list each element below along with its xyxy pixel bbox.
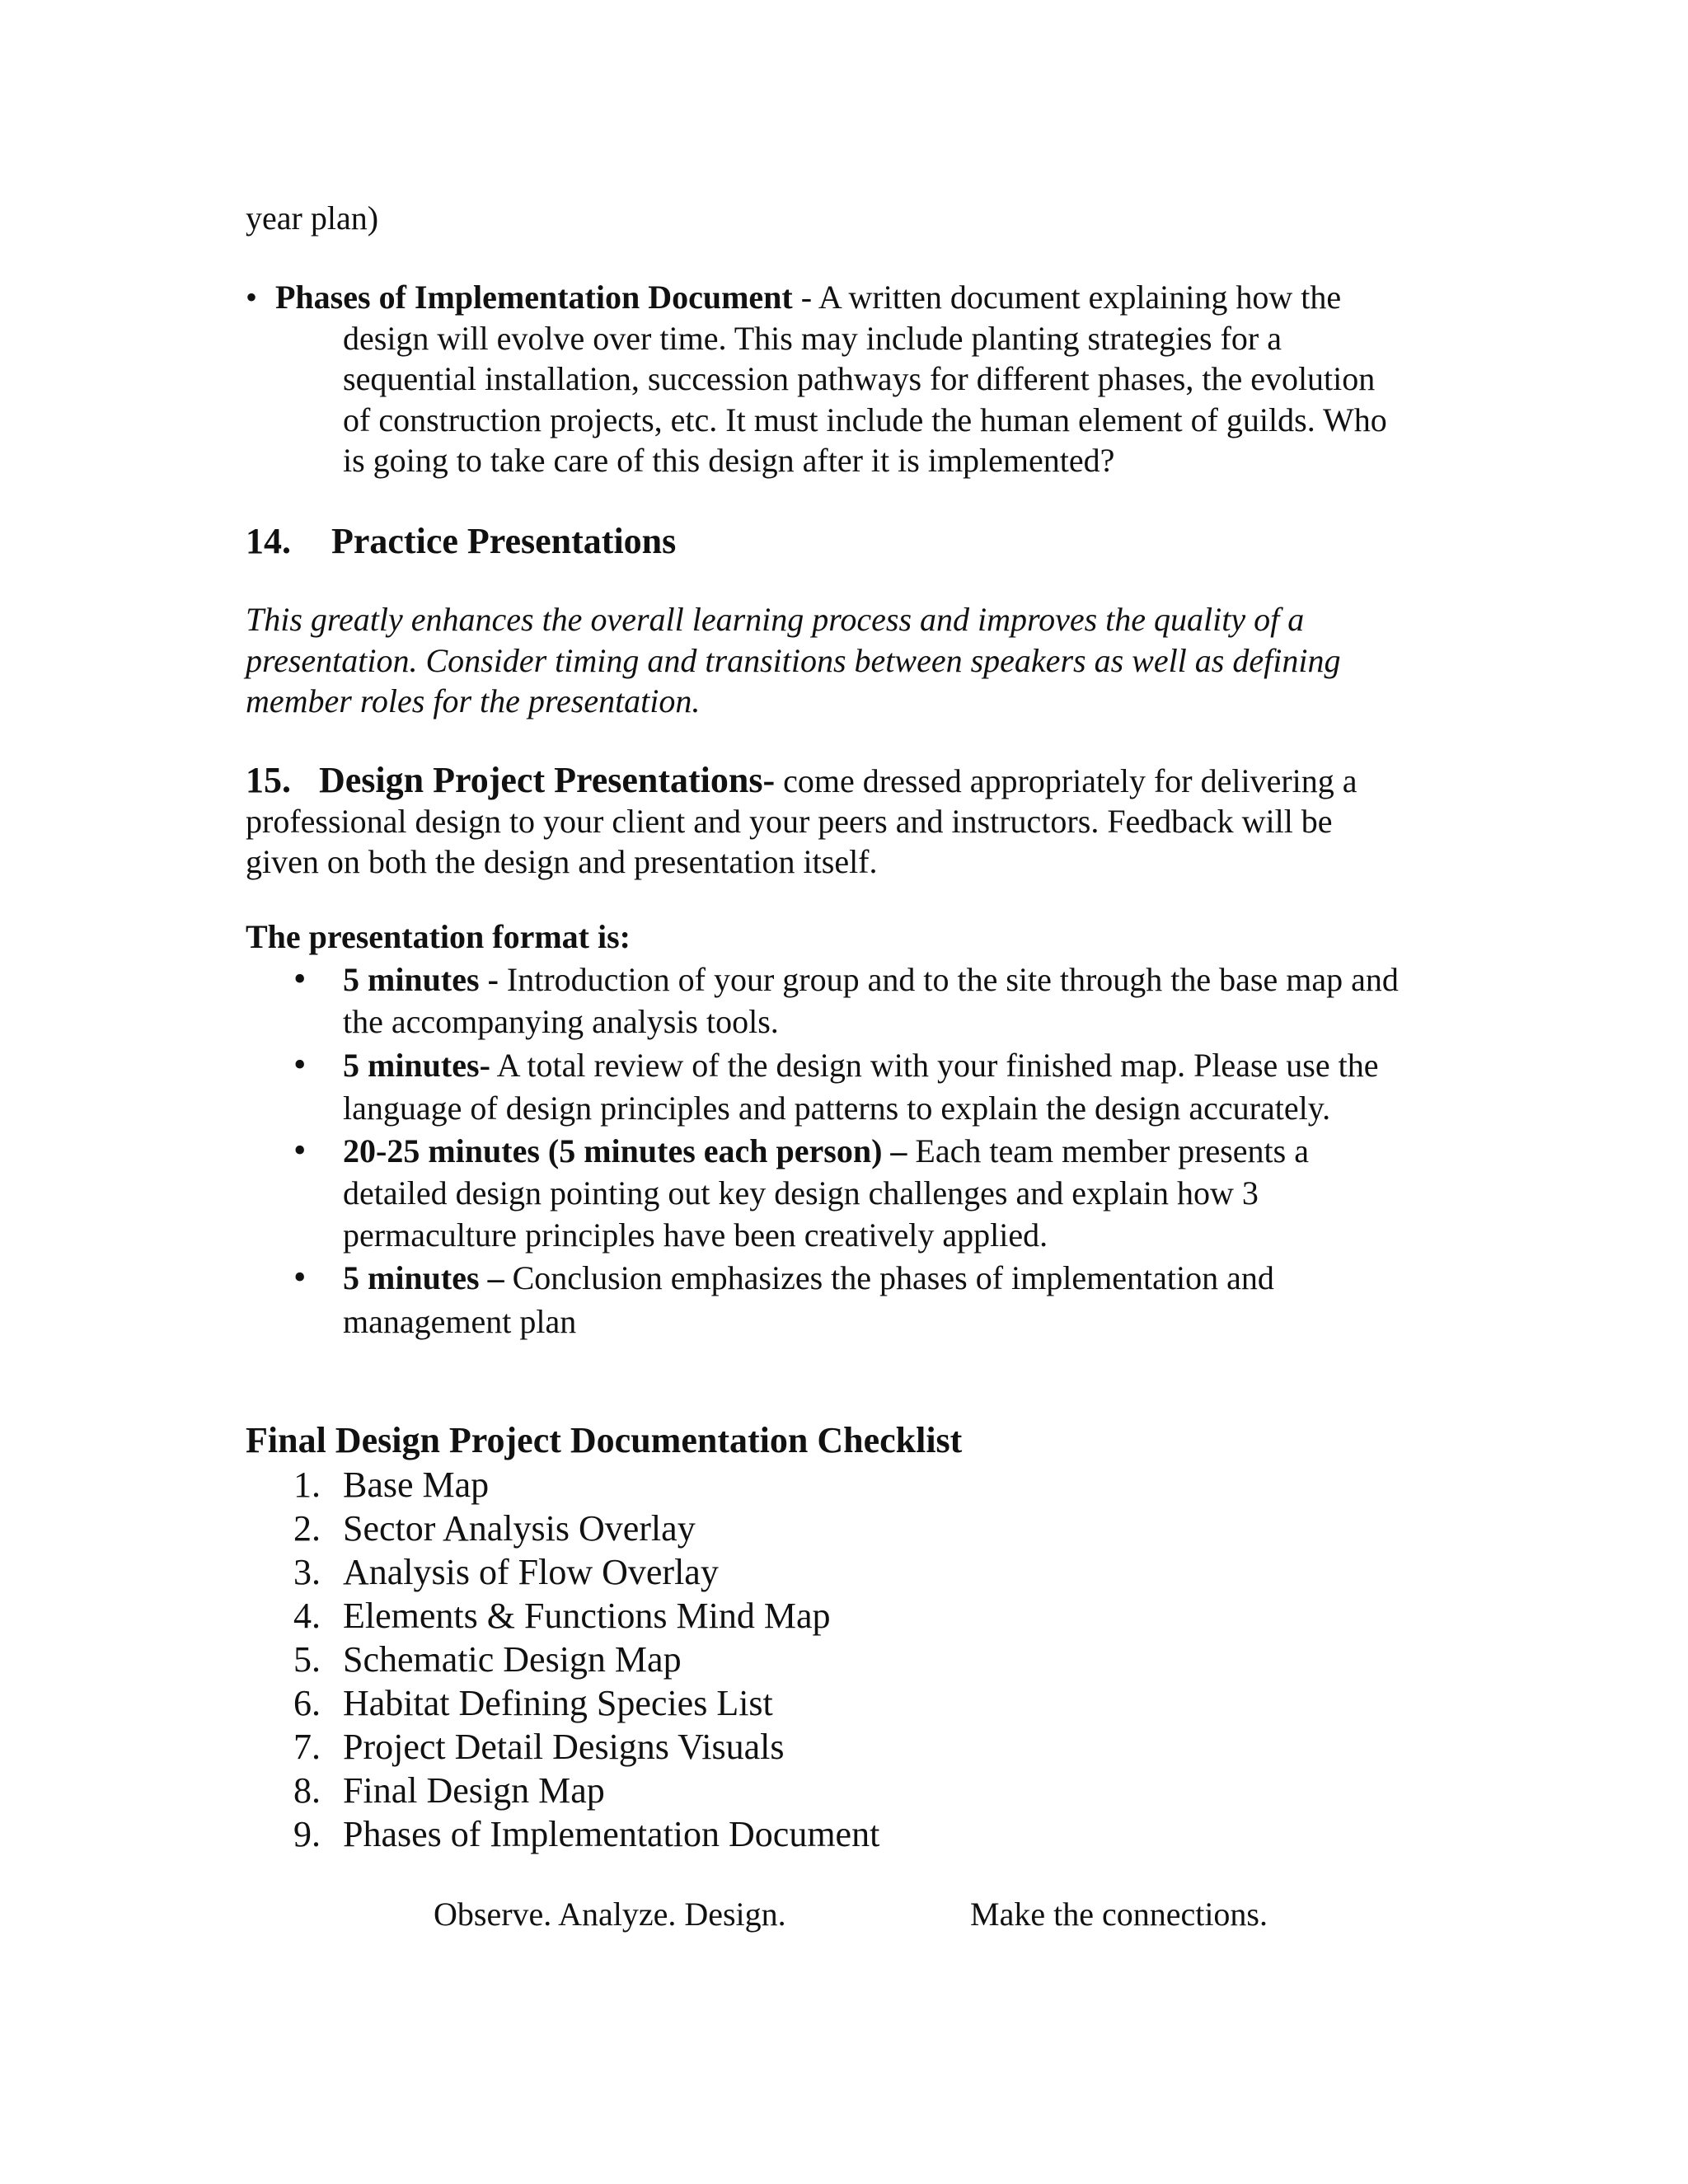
- format-item-4-text: Conclusion emphasizes the phases of implementation and: [504, 1259, 1274, 1296]
- format-bullet: •: [293, 1044, 307, 1085]
- phases-first-line: [275, 277, 1341, 318]
- checklist-item-num: 3.: [293, 1552, 321, 1592]
- phases-line-0: - A written document explaining how the: [792, 279, 1342, 316]
- checklist-item-label: Phases of Implementation Document: [343, 1814, 880, 1854]
- section15-line-2: given on both the design and presentation itself.: [246, 843, 878, 880]
- format-item-1-line-1: the accompanying analysis tools.: [343, 1003, 779, 1040]
- section14-para-1: presentation. Consider timing and transitions between speakers as well as defining: [246, 642, 1341, 679]
- phases-line-4: is going to take care of this design after it is implemented?: [343, 442, 1115, 479]
- format-item-3-text: Each team member presents a: [907, 1132, 1309, 1169]
- section14-number: 14.: [246, 521, 291, 561]
- phases-line-1: design will evolve over time. This may include planting strategies for a: [343, 320, 1282, 357]
- checklist-item-label: Schematic Design Map: [343, 1639, 682, 1680]
- checklist-item-num: 7.: [293, 1727, 321, 1767]
- checklist-item-label: Habitat Defining Species List: [343, 1683, 773, 1723]
- checklist-item-label: Elements & Functions Mind Map: [343, 1596, 831, 1636]
- format-item-2-line-1: language of design principles and patterns to explain the design accurately.: [343, 1090, 1331, 1127]
- checklist-item-label: Final Design Map: [343, 1770, 605, 1811]
- format-item-1-bold: 5 minutes -: [343, 961, 499, 998]
- intro-continuation: year plan): [246, 199, 379, 237]
- format-bullet: •: [293, 1257, 307, 1297]
- format-item-3-line-1: detailed design pointing out key design challenges and explain how 3: [343, 1174, 1259, 1212]
- phases-line-3: of construction projects, etc. It must include the human element of guilds. Who: [343, 401, 1387, 438]
- format-item-2-text: A total review of the design with your finished map. Please use the: [490, 1047, 1379, 1084]
- format-item-3-line-2: permaculture principles have been creatively applied.: [343, 1216, 1048, 1254]
- format-item-2-line-0: [343, 1045, 1378, 1086]
- checklist-item-num: 9.: [293, 1814, 321, 1854]
- checklist-item-num: 1.: [293, 1465, 321, 1505]
- section15-title: Design Project Presentations-: [319, 760, 776, 800]
- format-item-1-text: Introduction of your group and to the site through the base map and: [498, 961, 1399, 998]
- section14-para-0: This greatly enhances the overall learning process and improves the quality of a: [246, 601, 1305, 638]
- checklist-item-num: 2.: [293, 1508, 321, 1549]
- footer-tagline-right: Make the connections.: [970, 1896, 1268, 1933]
- section15-line-1: professional design to your client and your peers and instructors. Feedback will be: [246, 803, 1333, 840]
- format-item-4-line-0: [343, 1258, 1274, 1299]
- checklist-item-label: Base Map: [343, 1465, 490, 1505]
- format-item-3-line-0: [343, 1131, 1309, 1172]
- checklist-item-label: Project Detail Designs Visuals: [343, 1727, 785, 1767]
- section15-line-0: come dressed appropriately for delivering a: [775, 762, 1357, 799]
- section15-number: 15.: [246, 760, 291, 800]
- format-bullet: •: [293, 1130, 307, 1170]
- phases-bullet: •: [246, 279, 258, 316]
- section14-para-2: member roles for the presentation.: [246, 682, 701, 719]
- format-item-1-line-0: [343, 959, 1399, 1001]
- section15-first-line: [246, 760, 1357, 802]
- format-item-3-bold: 20-25 minutes (5 minutes each person) –: [343, 1132, 907, 1169]
- checklist-item-num: 8.: [293, 1770, 321, 1811]
- phases-title: Phases of Implementation Document: [275, 279, 793, 316]
- format-item-4-bold: 5 minutes –: [343, 1259, 504, 1296]
- checklist-item-label: Sector Analysis Overlay: [343, 1508, 696, 1549]
- checklist-item-num: 4.: [293, 1596, 321, 1636]
- format-bullet: •: [293, 958, 307, 999]
- section14-title: Practice Presentations: [331, 521, 677, 561]
- footer-tagline-left: Observe. Analyze. Design.: [434, 1896, 786, 1933]
- checklist-item-num: 5.: [293, 1639, 321, 1680]
- checklist-heading: Final Design Project Documentation Checklist: [246, 1420, 963, 1460]
- format-heading: The presentation format is:: [246, 918, 631, 955]
- format-item-2-bold: 5 minutes-: [343, 1047, 490, 1084]
- format-item-4-line-1: management plan: [343, 1303, 577, 1340]
- phases-line-2: sequential installation, succession pathways for different phases, the evolution: [343, 360, 1376, 397]
- checklist-item-num: 6.: [293, 1683, 321, 1723]
- checklist-item-label: Analysis of Flow Overlay: [343, 1552, 719, 1592]
